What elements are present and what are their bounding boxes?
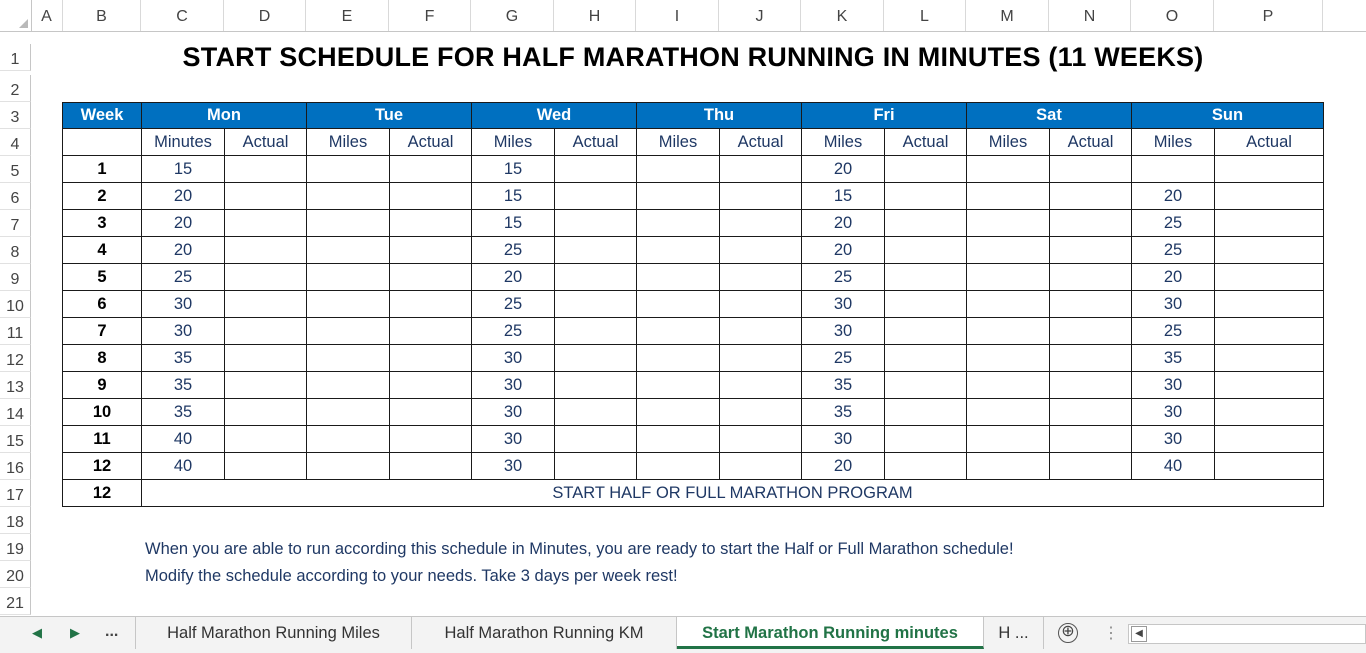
- schedule-cell[interactable]: 15: [142, 156, 225, 183]
- schedule-cell[interactable]: [967, 453, 1050, 480]
- schedule-cell[interactable]: 25: [1132, 210, 1215, 237]
- schedule-cell[interactable]: [885, 291, 967, 318]
- day-header-mon[interactable]: Mon: [142, 103, 307, 129]
- week-number-cell[interactable]: 3: [63, 210, 142, 237]
- schedule-cell[interactable]: [555, 210, 637, 237]
- row-header[interactable]: 2: [0, 75, 31, 102]
- schedule-cell[interactable]: [555, 237, 637, 264]
- schedule-cell[interactable]: [1050, 399, 1132, 426]
- schedule-cell[interactable]: [390, 237, 472, 264]
- schedule-cell[interactable]: [225, 426, 307, 453]
- column-header-b[interactable]: B: [63, 0, 141, 31]
- schedule-cell[interactable]: 25: [802, 345, 885, 372]
- schedule-cell[interactable]: 35: [802, 399, 885, 426]
- table-row: [63, 291, 1324, 318]
- subheader-cell[interactable]: Miles: [1132, 129, 1215, 156]
- schedule-cell[interactable]: [307, 291, 390, 318]
- column-header-e[interactable]: E: [306, 0, 389, 31]
- schedule-table: [62, 102, 1324, 507]
- row-header[interactable]: 5: [0, 156, 31, 183]
- column-header-l[interactable]: L: [884, 0, 966, 31]
- schedule-cell[interactable]: 30: [1132, 372, 1215, 399]
- schedule-cell[interactable]: 40: [142, 426, 225, 453]
- column-header-a[interactable]: A: [31, 0, 63, 31]
- tab-half-marathon-miles[interactable]: Half Marathon Running Miles: [135, 617, 412, 649]
- week-number-cell[interactable]: 8: [63, 345, 142, 372]
- schedule-cell[interactable]: [225, 264, 307, 291]
- schedule-cell[interactable]: 15: [472, 156, 555, 183]
- schedule-cell[interactable]: 25: [472, 318, 555, 345]
- schedule-cell[interactable]: [967, 183, 1050, 210]
- row-header[interactable]: 12: [0, 345, 31, 372]
- row-header[interactable]: 6: [0, 183, 31, 210]
- schedule-cell[interactable]: [390, 318, 472, 345]
- schedule-cell[interactable]: 30: [472, 399, 555, 426]
- table-row: [63, 453, 1324, 480]
- schedule-cell[interactable]: 25: [142, 264, 225, 291]
- schedule-cell[interactable]: 40: [1132, 453, 1215, 480]
- schedule-cell[interactable]: [1050, 372, 1132, 399]
- schedule-cell[interactable]: [390, 291, 472, 318]
- row-header[interactable]: 3: [0, 102, 31, 129]
- schedule-cell[interactable]: [967, 291, 1050, 318]
- schedule-cell[interactable]: 20: [802, 453, 885, 480]
- schedule-cell[interactable]: [720, 156, 802, 183]
- row-header[interactable]: 7: [0, 210, 31, 237]
- schedule-cell[interactable]: [967, 399, 1050, 426]
- schedule-cell[interactable]: 20: [142, 237, 225, 264]
- column-header-p[interactable]: P: [1214, 0, 1323, 31]
- schedule-cell[interactable]: 15: [472, 210, 555, 237]
- next-sheet-icon[interactable]: ▶: [70, 625, 80, 640]
- schedule-cell[interactable]: [1215, 318, 1324, 345]
- column-header-i[interactable]: I: [636, 0, 719, 31]
- week-number-cell[interactable]: 12: [63, 453, 142, 480]
- schedule-cell[interactable]: 20: [1132, 264, 1215, 291]
- schedule-cell[interactable]: [637, 264, 720, 291]
- table-row: [63, 210, 1324, 237]
- schedule-cell[interactable]: [720, 453, 802, 480]
- schedule-cell[interactable]: 30: [802, 318, 885, 345]
- day-header-sat[interactable]: Sat: [967, 103, 1132, 129]
- schedule-cell[interactable]: [225, 237, 307, 264]
- row-header[interactable]: 19: [0, 534, 31, 561]
- schedule-cell[interactable]: [390, 183, 472, 210]
- schedule-cell[interactable]: 35: [142, 399, 225, 426]
- schedule-cell[interactable]: 30: [802, 426, 885, 453]
- row-header[interactable]: 17: [0, 480, 31, 507]
- schedule-cell[interactable]: [720, 210, 802, 237]
- schedule-cell[interactable]: [1215, 210, 1324, 237]
- schedule-cell[interactable]: [720, 318, 802, 345]
- schedule-cell[interactable]: [637, 237, 720, 264]
- schedule-cell[interactable]: [967, 210, 1050, 237]
- subheader-cell[interactable]: Actual: [1050, 129, 1132, 156]
- schedule-cell[interactable]: [307, 183, 390, 210]
- schedule-cell[interactable]: [1215, 426, 1324, 453]
- schedule-cell[interactable]: [720, 345, 802, 372]
- final-program-cell[interactable]: START HALF OR FULL MARATHON PROGRAM: [142, 480, 1324, 507]
- schedule-cell[interactable]: [1050, 183, 1132, 210]
- schedule-cell[interactable]: 30: [1132, 291, 1215, 318]
- table-row: [63, 372, 1324, 399]
- add-sheet-icon[interactable]: ⊕: [1058, 623, 1078, 643]
- schedule-cell[interactable]: [1132, 156, 1215, 183]
- schedule-cell[interactable]: [390, 426, 472, 453]
- schedule-cell[interactable]: [225, 318, 307, 345]
- row-header[interactable]: 14: [0, 399, 31, 426]
- schedule-cell[interactable]: [885, 156, 967, 183]
- schedule-cell[interactable]: [967, 237, 1050, 264]
- tab-start-marathon-minutes[interactable]: Start Marathon Running minutes: [677, 617, 984, 649]
- schedule-cell[interactable]: [555, 345, 637, 372]
- column-header-f[interactable]: F: [389, 0, 471, 31]
- column-header-g[interactable]: G: [471, 0, 554, 31]
- schedule-cell[interactable]: 25: [1132, 318, 1215, 345]
- row-header[interactable]: 16: [0, 453, 31, 480]
- schedule-cell[interactable]: 35: [142, 345, 225, 372]
- schedule-cell[interactable]: [720, 291, 802, 318]
- schedule-cell[interactable]: [720, 237, 802, 264]
- schedule-cell[interactable]: [967, 345, 1050, 372]
- schedule-cell[interactable]: 15: [802, 183, 885, 210]
- schedule-cell[interactable]: [555, 264, 637, 291]
- schedule-cell[interactable]: 20: [802, 156, 885, 183]
- subheader-cell[interactable]: Actual: [225, 129, 307, 156]
- schedule-cell[interactable]: [885, 237, 967, 264]
- schedule-cell[interactable]: 30: [1132, 426, 1215, 453]
- schedule-cell[interactable]: [720, 426, 802, 453]
- schedule-cell[interactable]: 25: [472, 291, 555, 318]
- day-header-tue[interactable]: Tue: [307, 103, 472, 129]
- column-header-h[interactable]: H: [554, 0, 636, 31]
- column-header-n[interactable]: N: [1049, 0, 1131, 31]
- schedule-cell[interactable]: [555, 453, 637, 480]
- subheader-cell[interactable]: Miles: [637, 129, 720, 156]
- schedule-cell[interactable]: 20: [142, 183, 225, 210]
- horizontal-scrollbar[interactable]: [1128, 624, 1366, 644]
- subheader-cell[interactable]: Miles: [472, 129, 555, 156]
- schedule-cell[interactable]: [225, 453, 307, 480]
- schedule-cell[interactable]: [1050, 210, 1132, 237]
- subheader-cell[interactable]: Minutes: [142, 129, 225, 156]
- schedule-cell[interactable]: 30: [472, 345, 555, 372]
- schedule-cell[interactable]: [307, 237, 390, 264]
- schedule-cell[interactable]: [390, 210, 472, 237]
- schedule-cell[interactable]: [225, 210, 307, 237]
- column-header-bar: [0, 0, 1366, 32]
- schedule-cell[interactable]: [390, 156, 472, 183]
- row-header[interactable]: 9: [0, 264, 31, 291]
- row-header[interactable]: 21: [0, 588, 31, 615]
- day-header-sun[interactable]: Sun: [1132, 103, 1324, 129]
- schedule-cell[interactable]: [1050, 156, 1132, 183]
- schedule-cell[interactable]: 25: [1132, 237, 1215, 264]
- schedule-cell[interactable]: [307, 453, 390, 480]
- schedule-cell[interactable]: [390, 345, 472, 372]
- schedule-cell[interactable]: [307, 426, 390, 453]
- week-header[interactable]: Week: [63, 103, 142, 129]
- column-header-c[interactable]: C: [141, 0, 224, 31]
- schedule-cell[interactable]: [1215, 399, 1324, 426]
- row-header[interactable]: 4: [0, 129, 31, 156]
- schedule-cell[interactable]: 20: [1132, 183, 1215, 210]
- schedule-cell[interactable]: 25: [802, 264, 885, 291]
- select-all-corner[interactable]: [0, 0, 32, 31]
- schedule-cell[interactable]: [637, 318, 720, 345]
- table-row: [63, 156, 1324, 183]
- schedule-cell[interactable]: 20: [802, 237, 885, 264]
- table-row: [63, 183, 1324, 210]
- row-header[interactable]: 20: [0, 561, 31, 588]
- schedule-cell[interactable]: [555, 156, 637, 183]
- table-row: [63, 399, 1324, 426]
- schedule-cell[interactable]: [225, 291, 307, 318]
- schedule-cell[interactable]: [555, 183, 637, 210]
- schedule-cell[interactable]: [1215, 453, 1324, 480]
- row-header[interactable]: 10: [0, 291, 31, 318]
- table-row: [63, 264, 1324, 291]
- schedule-cell[interactable]: [1050, 345, 1132, 372]
- schedule-cell[interactable]: [885, 453, 967, 480]
- week-number-cell[interactable]: 11: [63, 426, 142, 453]
- schedule-cell[interactable]: [1215, 237, 1324, 264]
- schedule-cell[interactable]: 30: [1132, 399, 1215, 426]
- row-header[interactable]: 8: [0, 237, 31, 264]
- day-header-wed[interactable]: Wed: [472, 103, 637, 129]
- schedule-cell[interactable]: [555, 291, 637, 318]
- subheader-cell[interactable]: Actual: [885, 129, 967, 156]
- schedule-cell[interactable]: [390, 453, 472, 480]
- schedule-cell[interactable]: [967, 156, 1050, 183]
- table-row: [63, 237, 1324, 264]
- schedule-cell[interactable]: [390, 399, 472, 426]
- week-number-cell[interactable]: 7: [63, 318, 142, 345]
- schedule-cell[interactable]: [637, 426, 720, 453]
- schedule-cell[interactable]: [885, 399, 967, 426]
- schedule-cell[interactable]: [967, 372, 1050, 399]
- schedule-cell[interactable]: [225, 345, 307, 372]
- schedule-cell[interactable]: [637, 345, 720, 372]
- schedule-cell[interactable]: [637, 399, 720, 426]
- schedule-cell[interactable]: 20: [142, 210, 225, 237]
- schedule-cell[interactable]: [885, 372, 967, 399]
- schedule-cell[interactable]: [885, 318, 967, 345]
- schedule-cell[interactable]: [637, 291, 720, 318]
- tab-more-right[interactable]: H ...: [984, 617, 1044, 649]
- week-number-cell[interactable]: 9: [63, 372, 142, 399]
- schedule-cell[interactable]: [1215, 372, 1324, 399]
- column-header-d[interactable]: D: [224, 0, 306, 31]
- row-header[interactable]: 15: [0, 426, 31, 453]
- note-line-1[interactable]: When you are able to run according this schedule in Minutes, you are ready to start the Half or Full Marathon schedule!: [145, 540, 1014, 558]
- subheader-cell[interactable]: Actual: [390, 129, 472, 156]
- schedule-cell[interactable]: [1050, 426, 1132, 453]
- schedule-cell[interactable]: [1215, 291, 1324, 318]
- subheader-cell[interactable]: Actual: [1215, 129, 1324, 156]
- sheet-tab-bar: [0, 616, 1366, 653]
- row-header[interactable]: 11: [0, 318, 31, 345]
- sheet-title[interactable]: START SCHEDULE FOR HALF MARATHON RUNNING IN MINUTES (11 WEEKS): [182, 42, 1204, 72]
- schedule-cell[interactable]: 30: [472, 426, 555, 453]
- schedule-cell[interactable]: [1050, 318, 1132, 345]
- schedule-cell[interactable]: [885, 210, 967, 237]
- schedule-cell[interactable]: [720, 372, 802, 399]
- schedule-cell[interactable]: [390, 264, 472, 291]
- schedule-cell[interactable]: 30: [142, 318, 225, 345]
- table-row: [63, 345, 1324, 372]
- schedule-cell[interactable]: [1215, 183, 1324, 210]
- schedule-cell[interactable]: [885, 264, 967, 291]
- subheader-cell[interactable]: Miles: [307, 129, 390, 156]
- schedule-cell[interactable]: [555, 399, 637, 426]
- schedule-cell[interactable]: [1050, 291, 1132, 318]
- schedule-cell[interactable]: 35: [802, 372, 885, 399]
- schedule-cell[interactable]: [885, 183, 967, 210]
- schedule-cell[interactable]: [555, 426, 637, 453]
- scroll-left-icon[interactable]: ◀: [1131, 626, 1147, 642]
- schedule-cell[interactable]: 35: [142, 372, 225, 399]
- schedule-cell[interactable]: 40: [142, 453, 225, 480]
- vertical-dots-icon[interactable]: ⋮: [1103, 625, 1119, 642]
- schedule-cell[interactable]: [637, 210, 720, 237]
- schedule-cell[interactable]: [1050, 453, 1132, 480]
- schedule-cell[interactable]: [390, 372, 472, 399]
- schedule-cell[interactable]: 35: [1132, 345, 1215, 372]
- schedule-cell[interactable]: [307, 345, 390, 372]
- subheader-cell[interactable]: Miles: [802, 129, 885, 156]
- schedule-cell[interactable]: [720, 264, 802, 291]
- column-header-k[interactable]: K: [801, 0, 884, 31]
- schedule-cell[interactable]: [307, 156, 390, 183]
- table-row: [63, 426, 1324, 453]
- week-number-cell[interactable]: 5: [63, 264, 142, 291]
- row-header[interactable]: 18: [0, 507, 31, 534]
- week-number-cell[interactable]: 10: [63, 399, 142, 426]
- schedule-cell[interactable]: [307, 318, 390, 345]
- schedule-cell[interactable]: [885, 345, 967, 372]
- table-row: [63, 318, 1324, 345]
- week-number-cell[interactable]: 4: [63, 237, 142, 264]
- schedule-cell[interactable]: [967, 264, 1050, 291]
- schedule-cell[interactable]: 25: [472, 237, 555, 264]
- subheader-cell[interactable]: [63, 129, 142, 156]
- schedule-cell[interactable]: [555, 318, 637, 345]
- schedule-cell[interactable]: 20: [472, 264, 555, 291]
- prev-sheet-icon[interactable]: ◀: [32, 625, 42, 640]
- schedule-cell[interactable]: [555, 372, 637, 399]
- schedule-cell[interactable]: [1215, 156, 1324, 183]
- schedule-cell[interactable]: [637, 372, 720, 399]
- schedule-cell[interactable]: 15: [472, 183, 555, 210]
- schedule-cell[interactable]: [307, 372, 390, 399]
- week-number-cell[interactable]: 6: [63, 291, 142, 318]
- tab-half-marathon-km[interactable]: Half Marathon Running KM: [412, 617, 677, 649]
- column-header-m[interactable]: M: [966, 0, 1049, 31]
- schedule-cell[interactable]: 30: [802, 291, 885, 318]
- day-header-thu[interactable]: Thu: [637, 103, 802, 129]
- schedule-cell[interactable]: [637, 183, 720, 210]
- schedule-cell[interactable]: 30: [142, 291, 225, 318]
- week-number-cell[interactable]: 1: [63, 156, 142, 183]
- schedule-cell[interactable]: 30: [472, 372, 555, 399]
- schedule-cell[interactable]: [720, 183, 802, 210]
- schedule-cell[interactable]: [307, 210, 390, 237]
- schedule-cell[interactable]: [225, 399, 307, 426]
- schedule-cell[interactable]: [1215, 264, 1324, 291]
- schedule-cell[interactable]: [720, 399, 802, 426]
- note-line-2[interactable]: Modify the schedule according to your needs. Take 3 days per week rest!: [145, 567, 678, 585]
- schedule-cell[interactable]: [1050, 264, 1132, 291]
- column-header-j[interactable]: J: [719, 0, 801, 31]
- more-sheets-left-button[interactable]: ...: [105, 623, 119, 640]
- week-number-cell[interactable]: 2: [63, 183, 142, 210]
- column-header-o[interactable]: O: [1131, 0, 1214, 31]
- row-header[interactable]: 1: [0, 44, 31, 71]
- schedule-cell[interactable]: [225, 156, 307, 183]
- schedule-cell[interactable]: 20: [802, 210, 885, 237]
- schedule-cell[interactable]: [967, 318, 1050, 345]
- schedule-cell[interactable]: [307, 399, 390, 426]
- row-header[interactable]: 13: [0, 372, 31, 399]
- schedule-cell[interactable]: [637, 156, 720, 183]
- final-week-cell[interactable]: 12: [63, 480, 142, 507]
- schedule-cell[interactable]: [1215, 345, 1324, 372]
- schedule-cell[interactable]: [967, 426, 1050, 453]
- schedule-cell[interactable]: [307, 264, 390, 291]
- schedule-cell[interactable]: [885, 426, 967, 453]
- subheader-cell[interactable]: Actual: [555, 129, 637, 156]
- schedule-cell[interactable]: 30: [472, 453, 555, 480]
- schedule-cell[interactable]: [225, 372, 307, 399]
- schedule-cell[interactable]: [225, 183, 307, 210]
- schedule-cell[interactable]: [1050, 237, 1132, 264]
- subheader-cell[interactable]: Actual: [720, 129, 802, 156]
- subheader-cell[interactable]: Miles: [967, 129, 1050, 156]
- day-header-fri[interactable]: Fri: [802, 103, 967, 129]
- schedule-cell[interactable]: [637, 453, 720, 480]
